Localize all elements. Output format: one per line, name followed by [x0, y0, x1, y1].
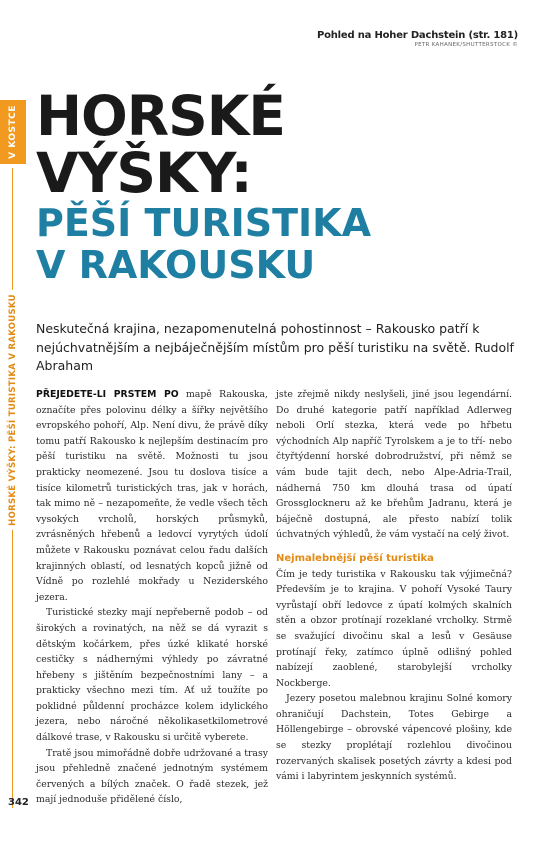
paragraph: Tratě jsou mimořádně dobře udržované a trasy jsou přehledně značené jednotným systémem červených a bílých značek. O řadě stezek, jež mají jednoduše přidělené číslo,	[36, 747, 268, 806]
paragraph	[36, 387, 268, 605]
article-title	[36, 84, 372, 287]
sidebar-chapter-label: HORSKÉ VÝŠKY: PĚŠÍ TURISTIKA V RAKOUSKU	[8, 290, 18, 530]
photo-credit: PETR KAHANEK/SHUTTERSTOCK ©	[414, 42, 518, 48]
title-line-4: V RAKOUSKU	[36, 243, 316, 287]
body-column-left	[36, 387, 268, 808]
paragraph: Turistické stezky mají nepřeberně podob – od širokých a rovinatých, na něž se dá vyrazit s dětským kočárkem, přes úzké klikaté horské cestičky s nádhernými výhledy po závratné hřebeny s jištěním bezpečnostními lany – a prakticky všechno mezi tím. Ať už toužíte po poklidné půldenní procházce kolem idylického jezera, nebo náročné několikasetkilometrové dálkové trase, v Rakousku si určitě vyberete.	[36, 607, 268, 744]
lead-in: PŘEJEDETE-LI PRSTEM PO	[36, 389, 179, 400]
body-column-right	[276, 387, 512, 785]
title-line-3: PĚŠÍ TURISTIKA	[36, 201, 372, 245]
title-line-2: VÝŠKY:	[36, 141, 252, 205]
photo-caption	[317, 30, 518, 48]
article-lead: Neskutečná krajina, nezapomenutelná pohostinnost – Rakousko patří k nejúchvatnějším a nejbáječnějším místům pro pěší turistiku na světě. Rudolf Abraham	[36, 321, 514, 373]
paragraph-text: mapě Rakouska, označíte přes polovinu délky a šířky největšího evropského pohoří, Alp. Není divu, že právě díky tomu patří Rakousko k nejlepším destinacím pro pěší turistiku na světě. Možnosti tu jsou prakticky neomezené. Jsou tu doslova tisíce a tisíce kilometrů turistických tras, jak v horách, tak mimo ně – nezapomeňte, že vedle všech těch vysokých vrcholů, horských průsmyků, zvrásněných hřebenů a ledovcí vyrytých údolí můžete v Rakousku poznávat celou řadu dalších krajinných oblastí, od lesnatých kopců jižně od Vídně po rozlehlé mokřady u Neziderského jezera.	[36, 389, 268, 603]
page-number: 342	[8, 797, 29, 808]
section-tab-label: V KOSTCE	[8, 105, 18, 159]
photo-caption-title: Pohled na Hoher Dachstein (str. 181)	[316, 30, 518, 41]
title-line-1: HORSKÉ	[36, 84, 285, 148]
paragraph: Jezery posetou malebnou krajinu Solné komory ohraničují Dachstein, Totes Gebirge a Höllengebirge – obrovské vápencové plošiny, kde se stezky proplétají rozlehlou divočinou rozervaných skalisek posetých závrty a kdesi pod vámi i labyrintem jeskynních systémů.	[276, 693, 512, 783]
paragraph: Čím je tedy turistika v Rakousku tak výjimečná? Především je to krajina. V pohoří Vysoké Taury vyrůstají obří ledovce z úpatí kolmých skalních stěn a obzor protínají rozeklané vrcholky. Strmě se svažující divočinu skal a lesů v Gesäuse protínají řeky, zatímco úplně odlišný pohled nabízejí zaoblené, starobylejší vrcholky Nockberge.	[276, 568, 512, 689]
section-subheading: Nejmalebnější pěší turistika	[276, 552, 434, 564]
paragraph: jste zřejmě nikdy neslyšeli, jiné jsou legendární. Do druhé kategorie patří například Adlerweg neboli Orlí stezka, která vede po hřbetu východních Alp napříč Tyrolskem a je to tří- nebo čtyřtýdenní horské dobrodružství, při němž se vám bude tajit dech, nebo Alpe-Adria-Trail, nádherná 750 km dlouhá trasa od úpatí Grossglockneru až ke břehům Jadranu, která je báječně dostupná, ale přesto nabízí tolik úchvatných výhledů, že vám vystačí na celý život.	[276, 389, 512, 541]
